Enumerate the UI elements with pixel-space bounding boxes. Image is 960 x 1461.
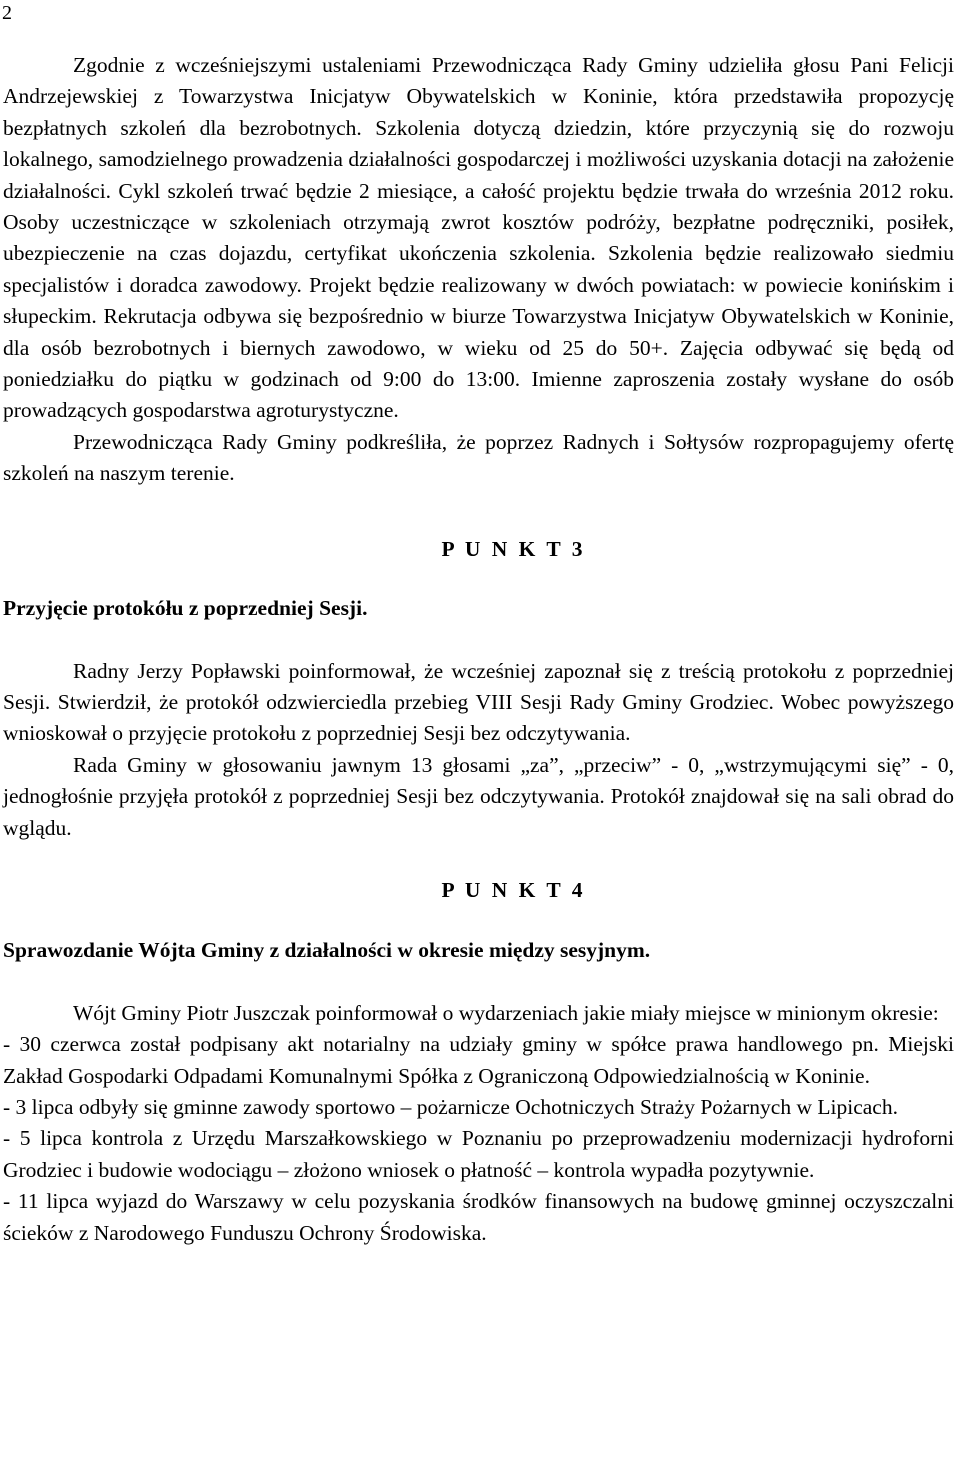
document-body xyxy=(3,50,954,1249)
page-number: 2 xyxy=(2,2,12,24)
paragraph-wojt-intro: Wójt Gminy Piotr Juszczak poinformował o wydarzeniach jakie miały miejsce w minionym okresie: xyxy=(73,1000,939,1025)
paragraph-vote: Rada Gminy w głosowaniu jawnym 13 głosami „za”, „przeciw” - 0, „wstrzymującymi się” - 0, jednogłośnie przyjęła protokół z poprzedniej Sesji bez odczytywania. Protokół znajdował się na sali obrad do wglądu. xyxy=(3,752,954,840)
punkt-4-heading: P U N K T 4 xyxy=(441,877,586,902)
paragraph-chair-remark: Przewodnicząca Rady Gminy podkreśliła, że poprzez Radnych i Sołtysów rozpropagujemy ofertę szkoleń na naszym terenie. xyxy=(3,429,954,486)
list-item: - 5 lipca kontrola z Urzędu Marszałkowskiego w Poznaniu po przeprowadzeniu modernizacji hydroforni Grodziec i budowie wodociągu – złożono wniosek o płatność – kontrola wypadła pozytywnie. xyxy=(3,1126,954,1182)
punkt-4-title: Sprawozdanie Wójta Gminy z działalności w okresie między sesyjnym. xyxy=(3,938,651,963)
list-item: - 30 czerwca został podpisany akt notarialny na udziały gminy w spółce prawa handlowego pn. Miejski Zakład Gospodarki Odpadami Komunalnymi Spółka z Ograniczoną Odpowiedzialnością w Koninie. xyxy=(3,1032,954,1088)
punkt-3-heading: P U N K T 3 xyxy=(441,536,586,561)
paragraph-training-offer: Zgodnie z wcześniejszymi ustaleniami Przewodnicząca Rady Gminy udzieliła głosu Pani Felicji Andrzejewskiej z Towarzystwa Inicjatyw Obywatelskich w Koninie, która przedstawiła propozycję bezpłatnych szkoleń dla bezrobotnych. Szkolenia dotyczą dziedzin, które przyczynią się do rozwoju lokalnego, samodzielnego prowadzenia działalności gospodarczej i możliwości uzyskania dotacji na założenie działalności. Cykl szkoleń trwać będzie 2 miesiące, a całość projektu będzie trwała do września 2012 roku. Osoby uczestniczące w szkoleniach otrzymają zwrot kosztów podróży, bezpłatne podręczniki, posiłek, ubezpieczenie na czas dojazdu, certyfikat ukończenia szkolenia. Szkolenia będzie realizowało siedmiu specjalistów i doradca zawodowy. Projekt będzie realizowany w dwóch powiatach: w powiecie konińskim i słupeckim. Rekrutacja odbywa się bezpośrednio w biurze Towarzystwa Inicjatyw Obywatelskich w Koninie, dla osób bezrobotnych i biernych zawodowo, w wieku od 25 do 50+. Zajęcia odbywać się będą od poniedziałku do piątku w godzinach od 9:00 do 13:00. Imienne zaproszenia zostały wysłane do osób prowadzących gospodarstwa agroturystyczne. xyxy=(3,53,954,423)
paragraph-popławski: Radny Jerzy Popławski poinformował, że wcześniej zapoznał się z treścią protokołu z poprzedniej Sesji. Stwierdził, że protokół odzwierciedla przebieg VIII Sesji Rady Gminy Grodziec. Wobec powyższego wnioskował o przyjęcie protokołu z poprzedniej Sesji bez odczytywania. xyxy=(3,658,954,746)
list-item: - 11 lipca wyjazd do Warszawy w celu pozyskania środków finansowych na budowę gminnej oczyszczalni ścieków z Narodowego Funduszu Ochrony Środowiska. xyxy=(3,1189,954,1245)
punkt-3-title: Przyjęcie protokółu z poprzedniej Sesji. xyxy=(3,596,368,621)
list-item: - 3 lipca odbyły się gminne zawody sportowo – pożarnicze Ochotniczych Straży Pożarnych w Lipicach. xyxy=(3,1094,898,1119)
